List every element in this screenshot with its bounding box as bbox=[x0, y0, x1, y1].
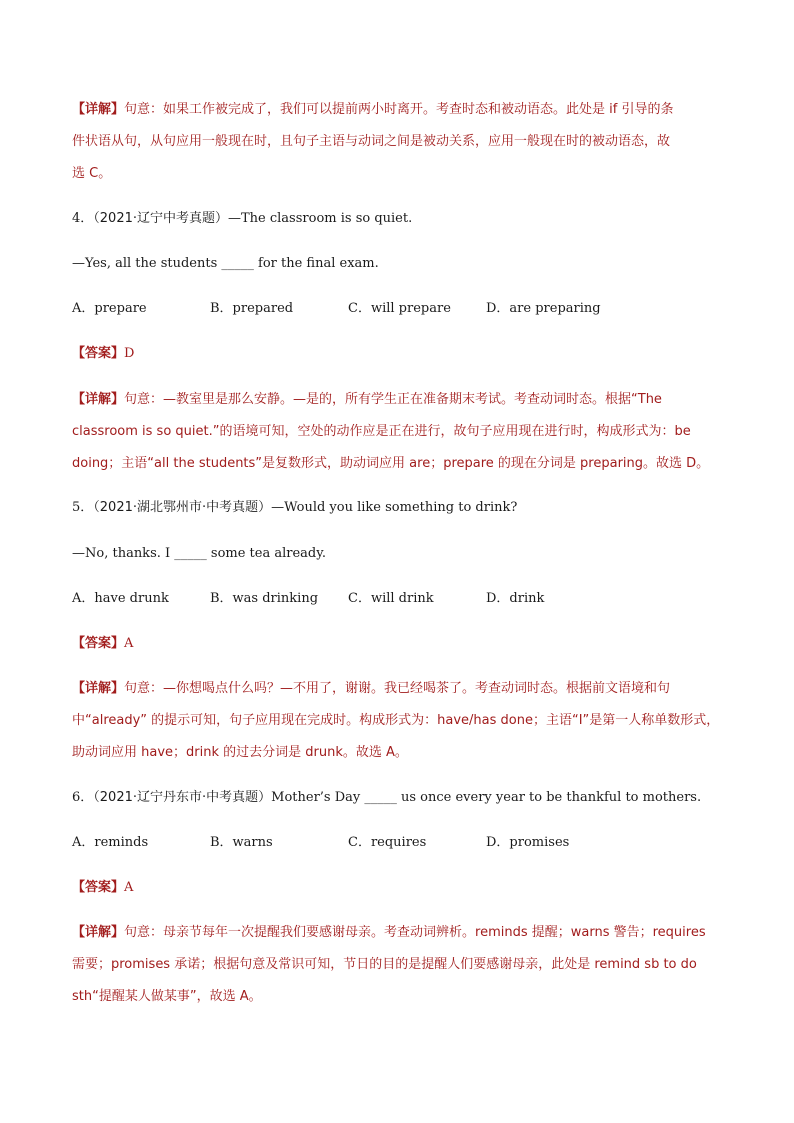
q6-stem bbox=[72, 789, 701, 807]
question-number: 4． bbox=[72, 211, 94, 226]
q5-explain-line-1: 【详解】句意：—你想喝点什么吗？—不用了，谢谢。我已经喝茶了。考查动词时态。根据前文语境和句 bbox=[72, 681, 671, 696]
explain-tag: 【详解】 bbox=[72, 392, 125, 407]
answer-value: D bbox=[124, 346, 135, 361]
answer-tag: 【答案】 bbox=[72, 346, 125, 361]
q5-option-c: C．will drink bbox=[348, 591, 434, 606]
q3-explain-line-3: 选 C。 bbox=[72, 166, 112, 181]
question-text: —Would you like something to drink? bbox=[271, 500, 518, 515]
q4-option-a: A．prepare bbox=[72, 301, 147, 316]
q4-option-c: C．will prepare bbox=[348, 301, 451, 316]
answer-tag: 【答案】 bbox=[72, 636, 125, 651]
q5-explain-line-3: 助动词应用 have；drink 的过去分词是 drunk。故选 A。 bbox=[72, 745, 408, 760]
q6-explain-line-1: 【详解】句意：母亲节每年一次提醒我们要感谢母亲。考查动词辨析。reminds 提醒；warns 警告；requires bbox=[72, 925, 706, 940]
q6-explain-line-3: sth“提醒某人做某事”，故选 A。 bbox=[72, 989, 262, 1004]
q6-answer bbox=[72, 879, 133, 897]
explain-tag: 【详解】 bbox=[72, 102, 125, 117]
q6-option-c: C．requires bbox=[348, 835, 427, 850]
answer-value: A bbox=[124, 880, 134, 895]
q5-stem bbox=[72, 499, 517, 517]
answer-value: A bbox=[124, 636, 134, 651]
q6-option-b: B．warns bbox=[210, 835, 273, 850]
q6-explain-line-2: 需要；promises 承诺；根据句意及常识可知，节日的目的是提醒人们要感谢母亲，此处是 remind sb to do bbox=[72, 957, 697, 972]
q4-line-2: —Yes, all the students _____ for the final exam. bbox=[72, 256, 379, 271]
q6-option-a: A．reminds bbox=[72, 835, 149, 850]
q5-line-2: —No, thanks. I _____ some tea already. bbox=[72, 546, 326, 561]
q4-explain-line-1: 【详解】句意：—教室里是那么安静。—是的，所有学生正在准备期末考试。考查动词时态。根据“The bbox=[72, 392, 662, 407]
q4-answer bbox=[72, 345, 134, 363]
q4-stem bbox=[72, 210, 412, 228]
explain-tag: 【详解】 bbox=[72, 681, 125, 696]
q5-option-d: D．drink bbox=[486, 591, 545, 606]
question-number: 6． bbox=[72, 790, 94, 805]
q5-explain-line-2: 中“already” 的提示可知，句子应用现在完成时。构成形式为：have/has done；主语“I”是第一人称单数形式， bbox=[72, 713, 720, 728]
q3-explain-line-2: 件状语从句，从句应用一般现在时，且句子主语与动词之间是被动关系，应用一般现在时的被动语态，故 bbox=[72, 134, 671, 149]
q4-explain-line-3: doing；主语“all the students”是复数形式，助动词应用 are；prepare 的现在分词是 preparing。故选 D。 bbox=[72, 456, 710, 471]
q6-option-d: D．promises bbox=[486, 835, 570, 850]
question-number: 5． bbox=[72, 500, 94, 515]
q5-option-b: B．was drinking bbox=[210, 591, 319, 606]
question-text: Mother’s Day _____ us once every year to be thankful to mothers. bbox=[271, 790, 702, 805]
question-text: —The classroom is so quiet. bbox=[228, 211, 413, 226]
question-source: （2021·辽宁中考真题） bbox=[93, 211, 228, 226]
q4-explain-line-2: classroom is so quiet.”的语境可知，空处的动作应是正在进行，故句子应用现在进行时，构成形式为：be bbox=[72, 424, 691, 439]
q4-option-b: B．prepared bbox=[210, 301, 294, 316]
question-source: （2021·湖北鄂州市·中考真题） bbox=[93, 500, 272, 515]
question-source: （2021·辽宁丹东市·中考真题） bbox=[93, 790, 272, 805]
q3-explain-line-1: 【详解】句意：如果工作被完成了，我们可以提前两小时离开。考查时态和被动语态。此处是 if 引导的条 bbox=[72, 102, 674, 117]
q4-option-d: D．are preparing bbox=[486, 301, 601, 316]
answer-tag: 【答案】 bbox=[72, 880, 125, 895]
explain-tag: 【详解】 bbox=[72, 925, 125, 940]
q5-option-a: A．have drunk bbox=[72, 591, 169, 606]
q5-answer bbox=[72, 635, 133, 653]
